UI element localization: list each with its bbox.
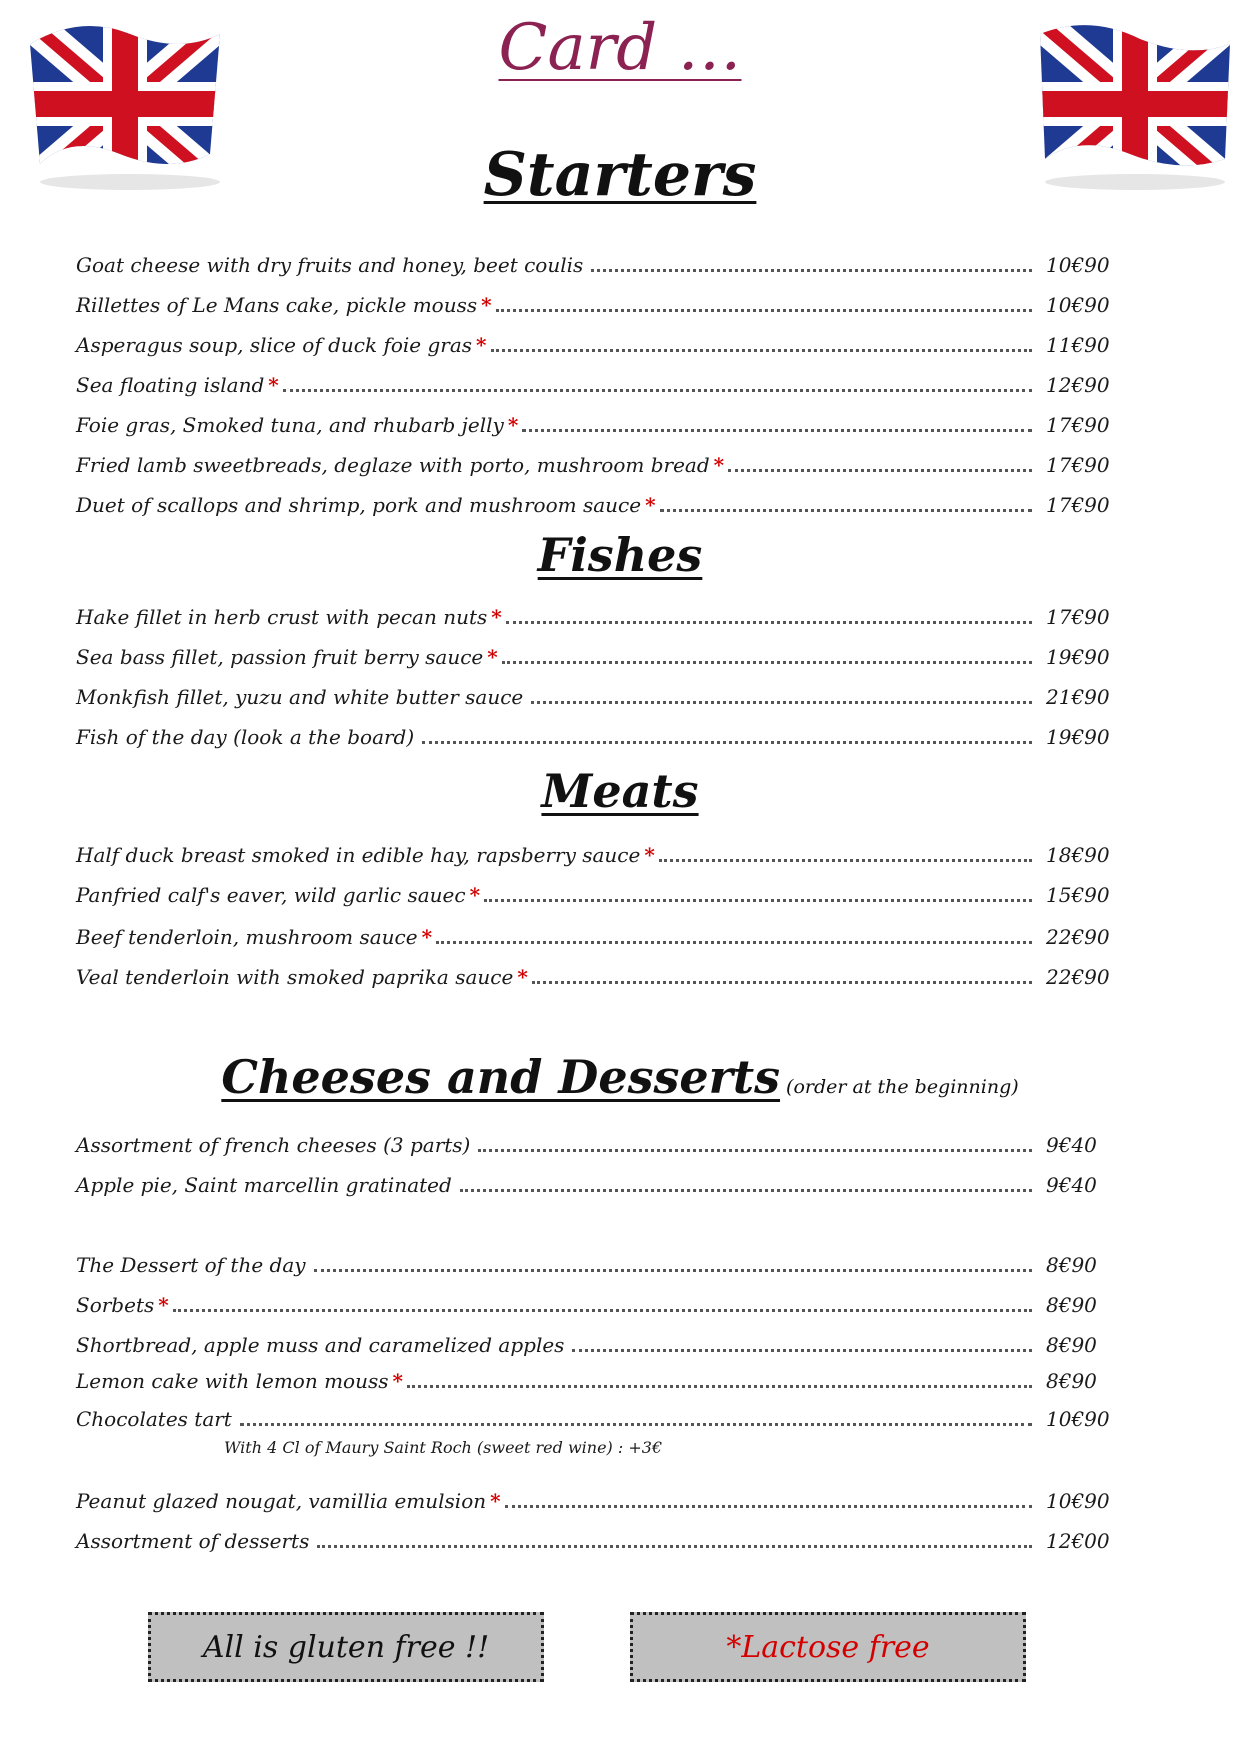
- menu-item: Hake fillet in herb crust with pecan nuts * 17€90: [76, 605, 1110, 629]
- section-title-cheeses-desserts: Cheeses and Desserts (order at the beginning): [221, 1050, 1019, 1104]
- section-title-meats: Meats: [541, 764, 699, 818]
- menu-item: Goat cheese with dry fruits and honey, beet coulis 10€90: [76, 253, 1110, 277]
- menu-item: Sea floating island * 12€90: [76, 373, 1110, 397]
- menu-item: Lemon cake with lemon mouss * 8€90: [76, 1369, 1097, 1393]
- menu-item: Sea bass fillet, passion fruit berry sauce * 19€90: [76, 645, 1110, 669]
- lactose-free-text: *Lactose free: [726, 1629, 930, 1665]
- menu-item: Fried lamb sweetbreads, deglaze with porto, mushroom bread * 17€90: [76, 453, 1110, 477]
- wine-pairing-note: With 4 Cl of Maury Saint Roch (sweet red wine) : +3€: [224, 1438, 663, 1457]
- section-title-starters: Starters: [483, 140, 757, 210]
- menu-item: Monkfish fillet, yuzu and white butter sauce 21€90: [76, 685, 1110, 709]
- menu-item: Sorbets * 8€90: [76, 1293, 1097, 1317]
- gluten-free-text: All is gluten free !!: [202, 1629, 490, 1665]
- menu-item: Veal tenderloin with smoked paprika sauce * 22€90: [76, 965, 1110, 989]
- lactose-free-box: [630, 1612, 1026, 1682]
- menu-item: Rillettes of Le Mans cake, pickle mouss * 10€90: [76, 293, 1110, 317]
- menu-item: Asperagus soup, slice of duck foie gras * 11€90: [76, 333, 1110, 357]
- menu-item: Beef tenderloin, mushroom sauce * 22€90: [76, 925, 1110, 949]
- menu-item: Chocolates tart 10€90: [76, 1407, 1110, 1431]
- order-note: (order at the beginning): [786, 1076, 1019, 1098]
- menu-item: Peanut glazed nougat, vamillia emulsion * 10€90: [76, 1489, 1110, 1513]
- section-title-fishes: Fishes: [537, 528, 703, 582]
- menu-item: Half duck breast smoked in edible hay, rapsberry sauce * 18€90: [76, 843, 1110, 867]
- menu-item: Shortbread, apple muss and caramelized apples 8€90: [76, 1333, 1097, 1357]
- menu-item: The Dessert of the day 8€90: [76, 1253, 1097, 1277]
- page-title: [0, 8, 1240, 88]
- menu-item: Panfried calf's eaver, wild garlic sauec * 15€90: [76, 883, 1110, 907]
- menu-item: Apple pie, Saint marcellin gratinated 9€40: [76, 1173, 1097, 1197]
- menu-item: Assortment of french cheeses (3 parts) 9€40: [76, 1133, 1097, 1157]
- menu-item: Fish of the day (look a the board) 19€90: [76, 725, 1110, 749]
- menu-item: Assortment of desserts 12€00: [76, 1529, 1110, 1553]
- menu-item: Foie gras, Smoked tuna, and rhubarb jelly * 17€90: [76, 413, 1110, 437]
- page-title-text: Card …: [498, 11, 742, 85]
- gluten-free-box: [148, 1612, 544, 1682]
- menu-item: Duet of scallops and shrimp, pork and mushroom sauce * 17€90: [76, 493, 1110, 517]
